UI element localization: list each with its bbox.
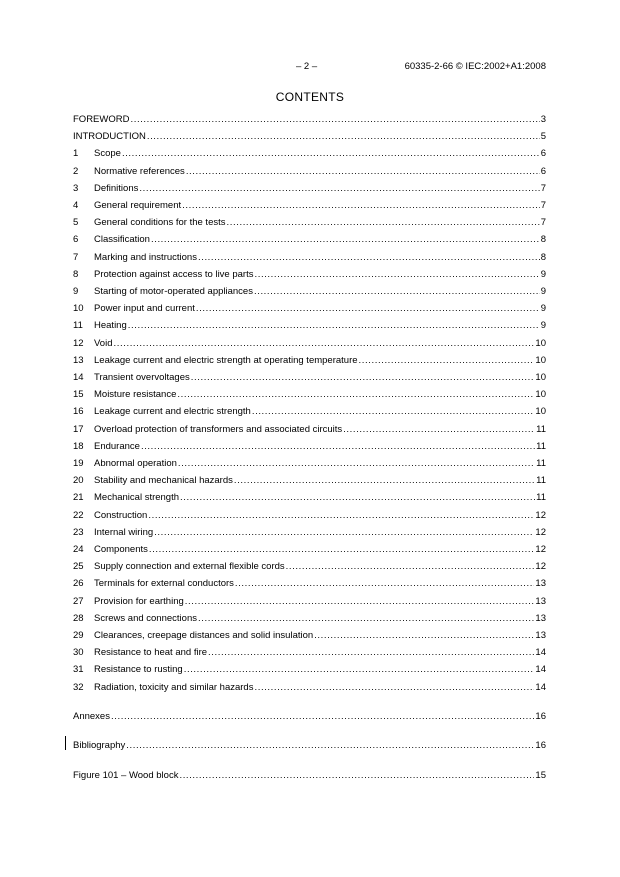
toc-entry-title: Annexes (73, 710, 110, 722)
toc-entry-figure[interactable] (73, 769, 546, 782)
toc-entry-page: 12 (535, 509, 546, 521)
toc-entry[interactable] (73, 371, 546, 384)
page-header (0, 61, 620, 75)
toc-entry[interactable] (73, 165, 546, 178)
toc-entry-page: 12 (535, 561, 546, 573)
toc-entry-number: 28 (73, 612, 84, 624)
toc-entry[interactable] (73, 629, 546, 642)
toc-entry[interactable] (73, 354, 546, 367)
toc-entry-page: 10 (535, 372, 546, 383)
toc-entry-title: Bibliography (73, 739, 126, 751)
toc-entry-title: Construction (94, 509, 148, 521)
document-reference: 60335-2-66 © IEC:2002+A1:2008 (404, 61, 546, 72)
change-bar (65, 736, 66, 750)
toc-entry-number: 31 (73, 664, 84, 676)
toc-entry-number: 15 (73, 389, 84, 401)
toc-entry-page: 14 (535, 681, 546, 693)
toc-entry[interactable] (73, 457, 546, 470)
toc-entry[interactable] (73, 440, 546, 453)
dot-leader (128, 319, 540, 332)
page-number: – 2 – (296, 61, 318, 72)
toc-entry-number: 18 (73, 440, 84, 452)
toc-entry-number: 3 (73, 182, 79, 194)
toc-entry-bibliography[interactable] (73, 739, 546, 752)
toc-entry-title: Abnormal operation (94, 458, 177, 469)
toc-entry[interactable] (73, 199, 546, 212)
toc-entry-page: 7 (540, 182, 546, 194)
toc-entry[interactable] (73, 337, 546, 350)
toc-entry-number: 5 (73, 217, 79, 229)
toc-entry[interactable] (73, 681, 546, 694)
dot-leader (184, 663, 535, 676)
dot-leader (180, 491, 535, 504)
dot-leader (126, 739, 534, 752)
toc-entry[interactable] (73, 130, 546, 143)
toc-entry-number: 26 (73, 578, 84, 590)
toc-entry-page: 7 (540, 217, 546, 229)
dot-leader (179, 769, 534, 782)
toc-entry-number: 30 (73, 647, 84, 659)
toc-entry-title: Components (94, 544, 148, 555)
toc-entry-number: 7 (73, 251, 79, 263)
toc-entry[interactable] (73, 663, 546, 676)
dot-leader (235, 577, 535, 590)
toc-entry-number: 14 (73, 372, 84, 383)
toc-entry-title: Heating (94, 320, 127, 332)
toc-entry[interactable] (73, 612, 546, 625)
toc-entry-page: 14 (535, 664, 546, 676)
toc-entry-title: General conditions for the tests (94, 217, 226, 229)
toc-entry-title: Void (94, 337, 113, 349)
toc-entry-page: 11 (536, 423, 546, 435)
toc-entry-page: 8 (540, 251, 546, 263)
toc-entry-page: 10 (535, 406, 546, 418)
toc-entry[interactable] (73, 251, 546, 264)
toc-entry-page: 6 (540, 165, 546, 177)
toc-entry[interactable] (73, 113, 546, 126)
dot-leader (234, 474, 535, 487)
toc-entry-title: Moisture resistance (94, 389, 177, 401)
toc-entry[interactable] (73, 388, 546, 401)
toc-entry-page: 5 (540, 131, 546, 143)
dot-leader (151, 233, 540, 246)
toc-entry[interactable] (73, 147, 546, 160)
toc-entry-title: General requirement (94, 200, 182, 211)
toc-entry-title: Starting of motor-operated appliances (94, 286, 253, 297)
toc-entry[interactable] (73, 491, 546, 504)
toc-entry-title: Provision for earthing (94, 595, 184, 607)
contents-title: CONTENTS (275, 90, 345, 104)
toc-entry-annexes[interactable] (73, 710, 546, 723)
toc-entry-title: Classification (94, 234, 150, 246)
toc-entry-title: Supply connection and external flexible cords (94, 561, 285, 573)
toc-entry-page: 9 (540, 320, 546, 332)
toc-entry-number: 23 (73, 526, 84, 538)
toc-entry-title: Mechanical strength (94, 492, 180, 504)
toc-entry-page: 11 (536, 440, 546, 452)
toc-entry-page: 11 (536, 492, 546, 504)
toc-entry[interactable] (73, 577, 546, 590)
dot-leader (198, 251, 540, 264)
toc-entry-page: 3 (540, 114, 546, 125)
toc-entry[interactable] (73, 595, 546, 608)
toc-entry-number: 9 (73, 286, 79, 297)
toc-entry[interactable] (73, 302, 546, 315)
toc-entry-title: Normative references (94, 165, 185, 177)
dot-leader (208, 646, 534, 659)
toc-entry-page: 13 (535, 595, 546, 607)
toc-entry-title: Radiation, toxicity and similar hazards (94, 681, 254, 693)
toc-entry-number: 8 (73, 268, 79, 280)
dot-leader (343, 423, 535, 436)
toc-entry-page: 13 (535, 612, 546, 624)
toc-entry[interactable] (73, 216, 546, 229)
toc-entry[interactable] (73, 423, 546, 436)
dot-leader (252, 405, 535, 418)
toc-entry-page: 13 (535, 578, 546, 590)
toc-entry-number: 20 (73, 475, 84, 487)
toc-entry-title: Definitions (94, 182, 139, 194)
dot-leader (191, 371, 535, 384)
toc-entry-title: Scope (94, 148, 121, 160)
toc-entry[interactable] (73, 560, 546, 573)
toc-entry-page: 10 (535, 354, 546, 366)
toc-entry-page: 15 (535, 769, 546, 781)
dot-leader (254, 285, 540, 298)
toc-entry-page: 9 (540, 268, 546, 280)
toc-entry-title: Power input and current (94, 303, 195, 315)
toc-entry-title: Stability and mechanical hazards (94, 475, 233, 487)
toc-entry[interactable] (73, 268, 546, 281)
toc-entry-page: 9 (540, 286, 546, 297)
toc-entry-number: 10 (73, 303, 84, 315)
dot-leader (359, 354, 535, 367)
toc-entry-number: 17 (73, 423, 84, 435)
toc-entry-title: Figure 101 – Wood block (73, 769, 179, 781)
toc-entry-title: Leakage current and electric strength (94, 406, 251, 418)
toc-entry-page: 9 (540, 303, 546, 315)
toc-entry-number: 24 (73, 544, 84, 555)
toc-entry[interactable] (73, 543, 546, 556)
toc-entry-number: 27 (73, 595, 84, 607)
dot-leader (177, 388, 534, 401)
toc-entry-page: 14 (535, 647, 546, 659)
toc-entry-page: 7 (540, 200, 546, 211)
dot-leader (154, 526, 534, 539)
toc-entry-title: Screws and connections (94, 612, 197, 624)
toc-entry-page: 16 (535, 739, 546, 751)
dot-leader (286, 560, 535, 573)
toc-entry-number: 4 (73, 200, 79, 211)
toc-entry-title: Leakage current and electric strength at operating temperature (94, 354, 358, 366)
toc-entry-page: 13 (535, 630, 546, 641)
toc-entry-number: 1 (73, 148, 79, 160)
dot-leader (130, 113, 539, 126)
dot-leader (147, 130, 540, 143)
toc-entry-page: 8 (540, 234, 546, 246)
toc-entry[interactable] (73, 474, 546, 487)
toc-entry-title: INTRODUCTION (73, 131, 146, 143)
toc-entry-title: FOREWORD (73, 114, 130, 125)
dot-leader (149, 543, 535, 556)
toc-entry-number: 13 (73, 354, 84, 366)
toc-entry[interactable] (73, 233, 546, 246)
dot-leader (148, 509, 534, 522)
dot-leader (314, 629, 534, 642)
toc-entry-number: 29 (73, 630, 84, 641)
dot-leader (198, 612, 534, 625)
toc-entry-title: Clearances, creepage distances and solid insulation (94, 630, 314, 641)
dot-leader (227, 216, 540, 229)
toc-entry-title: Marking and instructions (94, 251, 197, 263)
toc-entry-title: Overload protection of transformers and associated circuits (94, 423, 343, 435)
dot-leader (178, 457, 535, 470)
dot-leader (196, 302, 540, 315)
toc-entry-page: 6 (540, 148, 546, 160)
toc-entry-number: 12 (73, 337, 84, 349)
toc-entry-number: 21 (73, 492, 84, 504)
toc-entry-page: 12 (535, 544, 546, 555)
toc-entry-title: Resistance to rusting (94, 664, 183, 676)
dot-leader (139, 182, 539, 195)
dot-leader (122, 147, 540, 160)
toc-entry-number: 6 (73, 234, 79, 246)
toc-entry-number: 19 (73, 458, 84, 469)
toc-entry-number: 22 (73, 509, 84, 521)
toc-entry-number: 2 (73, 165, 79, 177)
dot-leader (186, 165, 540, 178)
toc-entry[interactable] (73, 405, 546, 418)
toc-entry[interactable] (73, 526, 546, 539)
toc-entry[interactable] (73, 646, 546, 659)
toc-entry-page: 11 (536, 475, 546, 487)
dot-leader (111, 710, 534, 723)
toc-entry-title: Terminals for external conductors (94, 578, 234, 590)
toc-entry-page: 11 (536, 458, 546, 469)
toc-entry-number: 16 (73, 406, 84, 418)
toc-entry-title: Transient overvoltages (94, 372, 190, 383)
toc-entry-title: Endurance (94, 440, 140, 452)
dot-leader (254, 681, 534, 694)
dot-leader (141, 440, 535, 453)
toc-entry-number: 25 (73, 561, 84, 573)
toc-entry-title: Protection against access to live parts (94, 268, 254, 280)
toc-entry[interactable] (73, 509, 546, 522)
toc-entry[interactable] (73, 319, 546, 332)
toc-entry-page: 10 (535, 389, 546, 401)
toc-entry[interactable] (73, 285, 546, 298)
toc-entry-title: Resistance to heat and fire (94, 647, 208, 659)
toc-entry-title: Internal wiring (94, 526, 154, 538)
dot-leader (182, 199, 540, 212)
dot-leader (114, 337, 535, 350)
dot-leader (254, 268, 539, 281)
toc-entry-number: 32 (73, 681, 84, 693)
toc-entry-number: 11 (73, 320, 83, 332)
toc-entry[interactable] (73, 182, 546, 195)
toc-entry-page: 16 (535, 710, 546, 722)
toc-entry-page: 10 (535, 337, 546, 349)
toc-entry-page: 12 (535, 526, 546, 538)
dot-leader (185, 595, 535, 608)
